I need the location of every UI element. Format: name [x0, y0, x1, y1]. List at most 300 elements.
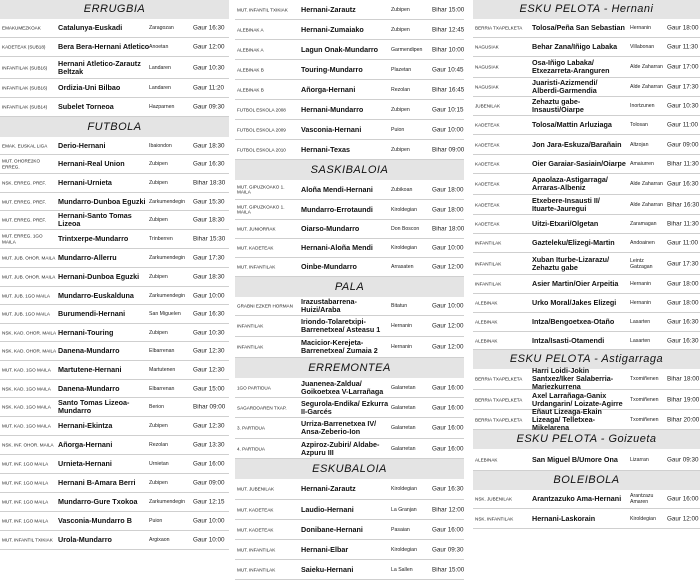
venue-name: Don Boscon — [391, 226, 420, 232]
match-time: Gaur 13:30 — [193, 441, 225, 449]
schedule-row — [235, 418, 464, 439]
venue-name: Kiroldegian — [391, 206, 417, 213]
match-time: Gaur 17:00 — [667, 63, 699, 71]
match-time: Gaur 16:30 — [667, 318, 699, 326]
match-name: Hernani-Touring — [58, 327, 114, 337]
schedule-row — [0, 57, 229, 79]
match-name: Añorga-Hernani — [58, 440, 113, 449]
schedule-row — [473, 116, 700, 135]
match-time: Gaur 12:00 — [432, 322, 464, 330]
category-label: MUT. INFANTIL TXIKIAK — [237, 6, 288, 12]
match-name: Hernani B-Amara Berri — [58, 478, 136, 487]
category-label: INFANTILAK (SUB16) — [2, 64, 48, 70]
match-name: Mundarro-Euskalduna — [58, 290, 134, 300]
schedule-row — [0, 249, 229, 268]
schedule-row — [0, 137, 229, 155]
match-time: Gaur 12:00 — [432, 263, 464, 271]
venue-name: Hernanin — [630, 25, 652, 31]
match-name: Irazustabarrena-Huizi/Araba — [301, 297, 357, 314]
match-name: Hernani-Laskorain — [532, 513, 596, 523]
schedule-row — [0, 474, 229, 493]
venue-name: Rezolan — [149, 442, 169, 448]
category-label: 3. PARTIDUA — [237, 425, 265, 431]
venue-name: Lizarran — [630, 456, 649, 463]
match-time: Gaur 10:00 — [193, 292, 225, 299]
venue-name: La Sallen — [391, 566, 413, 573]
category-label: MUT. ERREG. 1GO MAILA — [2, 233, 43, 244]
venue-name: Landaren — [149, 85, 171, 91]
match-name: Urola-Mundarro — [58, 535, 112, 544]
section-header: BOLEIBOLA — [473, 471, 700, 490]
match-name: Eñaut Lizeaga-Ekain Lizeaga/ Telletxea-Mikelarena — [532, 406, 602, 432]
match-time: Gaur 12:30 — [193, 347, 225, 355]
schedule-row — [473, 215, 700, 234]
category-label: MUT. JUBENILAK — [237, 486, 275, 492]
match-name: Hernani-Ekintza — [58, 421, 113, 430]
schedule-row — [0, 305, 229, 324]
venue-name: Txomiñenen — [630, 396, 659, 403]
schedule-row — [473, 195, 700, 215]
category-label: FUTBOL ESKOLA 2009 — [237, 126, 286, 132]
venue-name: Villabonan — [630, 44, 655, 50]
venue-name: Inortzunen — [630, 103, 655, 109]
schedule-row — [473, 97, 700, 116]
schedule-row — [0, 174, 229, 193]
category-label: BERRIA TXAPELKETA — [475, 416, 523, 422]
category-label: INFANTILAK — [237, 344, 264, 350]
match-time: Gaur 11:20 — [193, 84, 225, 92]
match-time: Gaur 16:30 — [667, 337, 699, 344]
match-time: Gaur 12:30 — [193, 422, 225, 430]
schedule-row — [473, 406, 700, 432]
schedule-row — [0, 38, 229, 57]
match-time: Bihar 15:00 — [432, 6, 465, 13]
match-time: Gaur 16:00 — [667, 495, 699, 503]
match-name: Hernani-Santo Tomas Lizeoa — [58, 211, 132, 228]
venue-name: Lasarten — [630, 337, 651, 344]
category-label: BERRIA TXAPELKETA — [475, 396, 523, 402]
venue-name: Arantzazu Amaren — [630, 493, 654, 505]
category-label: KADETEAK — [475, 201, 500, 207]
category-label: FUTBOL ESKOLA 2008 — [237, 106, 286, 112]
schedule-row — [235, 398, 464, 418]
section-header: PALA — [235, 277, 464, 297]
match-name: Saieku-Hernani — [301, 564, 354, 574]
category-label: ALEBINAK A — [237, 46, 264, 52]
match-time: Gaur 10:00 — [193, 536, 225, 544]
category-label: INFANTILAK — [475, 281, 502, 287]
venue-name: Galarretan — [391, 404, 416, 411]
category-label: INFANTILAK — [475, 260, 502, 266]
section-header: ESKU PELOTA - Hernani — [473, 0, 700, 19]
schedule-row — [235, 40, 464, 60]
category-label: MUT. GIPUZKOAKO 1. MAILA — [237, 184, 285, 195]
venue-name: Alde Zaharran — [630, 84, 663, 90]
category-label: INFANTILAK — [475, 240, 502, 246]
category-label: MUT. KADETEAK — [237, 526, 274, 532]
venue-name: Plazetan — [391, 66, 412, 73]
venue-name: Galarretan — [391, 425, 416, 431]
schedule-row — [235, 180, 464, 200]
category-label: MUT. ERREG. PREF. — [2, 198, 46, 204]
match-time: Gaur 09:00 — [667, 141, 699, 148]
match-name: Macicior-Kerejeta-Barrenetxea/ Zumaia 2 — [301, 338, 378, 355]
category-label: MUT. KADETEAK — [237, 506, 274, 512]
category-label: EMAK. EUSKAL LIGA — [2, 142, 48, 148]
match-name: Hernani-Zarautz — [301, 4, 356, 14]
venue-name: Zarkumendegin — [149, 198, 186, 205]
match-time: Gaur 16:30 — [432, 485, 464, 493]
schedule-row — [0, 531, 229, 550]
category-label: ALEBINAK B — [237, 66, 264, 72]
match-time: Gaur 10:00 — [193, 517, 225, 525]
match-name: Osa-Iñigo Labaka/ Etxezarreta-Aranguren — [532, 58, 610, 75]
venue-name: Zubikoan — [391, 186, 413, 193]
column-right — [473, 0, 700, 529]
venue-name: Martutenen — [149, 367, 176, 373]
match-name: Santo Tomas Lizeoa-Mundarro — [58, 398, 130, 415]
schedule-row — [473, 78, 700, 97]
match-time: Bihar 16:30 — [667, 201, 700, 208]
match-name: Oinbe-Mundarro — [301, 262, 357, 271]
schedule-row — [473, 174, 700, 195]
schedule-row — [473, 332, 700, 350]
match-name: Hernani-Dunboa Eguzki — [58, 272, 140, 281]
venue-name: Zubipen — [391, 146, 410, 153]
category-label: NSK. KAD. 1GO MAILA — [2, 404, 51, 410]
match-name: Axel Larrañaga-Ganix Urdangarin/ Loizate-Agirre — [532, 390, 623, 408]
match-time: Bihar 10:00 — [432, 46, 465, 53]
venue-name: Zubipen — [149, 161, 168, 167]
match-name: Martutene-Hernani — [58, 365, 122, 374]
category-label: INFANTILAK (SUB16) — [2, 85, 48, 91]
category-label: MUT. ERREG. PREF. — [2, 217, 46, 223]
schedule-row — [473, 294, 700, 313]
match-time: Gaur 15:00 — [193, 385, 225, 392]
venue-name: Kiroldegian — [630, 515, 656, 522]
category-label: INFANTILAK — [237, 323, 264, 329]
schedule-row — [473, 490, 700, 509]
match-name: Tolosa/Mattin Arluziaga — [532, 120, 612, 129]
venue-name: La Granjan — [391, 506, 417, 513]
venue-name: Puion — [149, 518, 163, 524]
schedule-row — [235, 337, 464, 358]
category-label: ALEBINAK — [475, 337, 498, 343]
category-label: NAGUSIAK — [475, 84, 499, 90]
category-label: KADETEAK — [475, 221, 500, 227]
match-time: Gaur 10:45 — [432, 66, 464, 73]
schedule-row — [0, 398, 229, 417]
match-time: Gaur 11:30 — [667, 43, 699, 51]
match-name: Tolosa/Peña San Sebastian — [532, 23, 625, 32]
match-name: Hernani-Zumaiako — [301, 24, 364, 34]
schedule-row — [0, 287, 229, 305]
schedule-row — [473, 234, 700, 253]
match-time: Bihar 09:00 — [193, 403, 226, 411]
match-time: Gaur 11:00 — [667, 239, 699, 247]
category-label: NSK. INFANTILAK — [475, 515, 514, 521]
match-name: Azpiroz-Zubiri/ Aldabe-Azpuru III — [301, 439, 380, 457]
match-name: Trintxerpe-Mundarro — [58, 234, 129, 243]
category-label: NSK. KAD. OHOR. MAILA — [2, 348, 57, 354]
match-time: Gaur 16:00 — [432, 424, 464, 432]
match-time: Bihar 15:30 — [193, 235, 226, 243]
match-name: Urko Moral/Jakes Elizegi — [532, 298, 617, 307]
match-name: Xuban Iturbe-Lizarazu/ Zehaztu gabe — [532, 254, 610, 272]
match-name: Subelet Torneoa — [58, 102, 114, 111]
venue-name: Alde Zaharran — [630, 201, 663, 208]
match-name: Behar Zana/Iñigo Labaka — [532, 42, 618, 51]
match-time: Gaur 16:00 — [432, 445, 464, 452]
match-name: Hernani-Mundarro — [301, 104, 364, 114]
category-label: BERRIA TXAPELKETA — [475, 376, 523, 382]
venue-name: Txomiñenen — [630, 376, 659, 382]
category-label: NSK. KAD. 1GO MAILA — [2, 385, 51, 391]
category-label: NSK. INF. OHOR. MAILA — [2, 442, 54, 448]
venue-name: Zubipen — [149, 274, 168, 280]
match-name: Urnieta-Hernani — [58, 459, 112, 468]
venue-name: Alde Zaharran — [630, 181, 663, 187]
category-label: NAGUSIAK — [475, 44, 499, 50]
match-time: Bihar 18:00 — [432, 225, 465, 233]
match-name: Mundarro-Gure Txokoa — [58, 497, 138, 506]
match-name: Juanenea-Zaldua/ Goikoetxea V-Larrañaga — [301, 378, 384, 396]
section-header: SASKIBALOIA — [235, 160, 464, 180]
category-label: GRABNI EZKER HORMAN — [237, 303, 293, 309]
section-header: ESKU PELOTA - Goizueta — [473, 430, 700, 449]
category-label: MUT. JUNIORRAK — [237, 226, 276, 232]
match-name: Hernani-Urnieta — [58, 178, 112, 187]
match-name: Gazteleku/Elizegi-Martin — [532, 238, 615, 247]
schedule-row — [235, 520, 464, 540]
venue-name: Hernanin — [391, 323, 413, 329]
schedule-row — [0, 493, 229, 512]
venue-name: Zubipen — [149, 329, 168, 336]
match-name: Apaolaza-Astigarraga/ Arraras-Albeniz — [532, 175, 608, 192]
match-time: Gaur 10:30 — [667, 102, 699, 110]
match-time: Bihar 18:00 — [667, 375, 700, 383]
match-time: Bihar 16:45 — [432, 86, 465, 93]
match-time: Gaur 18:30 — [193, 273, 225, 281]
column-left — [0, 0, 229, 550]
schedule-row — [235, 0, 464, 20]
schedule-row — [0, 361, 229, 380]
match-name: Donibane-Hernani — [301, 524, 363, 534]
match-time: Bihar 12:00 — [432, 506, 465, 513]
match-time: Bihar 20:00 — [667, 416, 700, 423]
schedule-row — [473, 275, 700, 294]
match-name: Bera Bera-Hernani Atletico — [58, 42, 150, 51]
match-time: Gaur 09:30 — [432, 546, 464, 553]
category-label: MUT. GIPUZKOAKO 1. MAILA — [237, 204, 285, 215]
match-time: Gaur 17:30 — [193, 254, 225, 262]
match-time: Gaur 18:30 — [193, 216, 225, 224]
venue-name: Elbarrenan — [149, 348, 175, 354]
category-label: MUT. KAD. 1GO MAILA — [2, 367, 51, 373]
schedule-row — [235, 20, 464, 40]
match-name: Iriondo-Tolaretxipi-Barrenetxea/ Asteasu 1 — [301, 317, 381, 334]
venue-name: Hernanin — [630, 300, 652, 306]
match-time: Bihar 11:30 — [667, 220, 699, 228]
schedule-row — [235, 316, 464, 337]
venue-name: Zarkumendegin — [149, 292, 186, 299]
match-name: Oiarso-Mundarro — [301, 224, 360, 233]
match-time: Gaur 11:00 — [667, 121, 699, 129]
match-name: Mundarro-Dunboa Eguzki — [58, 196, 146, 206]
category-label: SAGARDOAREN TXAP. — [237, 404, 287, 410]
match-name: Etxebere-Insausti II/ Ituarte-Jauregui — [532, 195, 600, 213]
match-name: Touring-Mundarro — [301, 64, 363, 74]
match-name: Danena-Mundarro — [58, 383, 120, 393]
match-time: Gaur 16:00 — [432, 404, 464, 411]
match-time: Gaur 10:00 — [432, 126, 464, 133]
match-name: Intza/Isasti-Otamendi — [532, 335, 605, 345]
schedule-row — [235, 378, 464, 398]
schedule-row — [235, 220, 464, 239]
schedule-row — [0, 230, 229, 249]
category-label: MUT. INFANTILAK — [237, 546, 276, 552]
schedule-row — [235, 140, 464, 160]
schedule-row — [0, 98, 229, 117]
match-time: Gaur 16:00 — [432, 384, 464, 391]
match-time: Gaur 18:00 — [667, 280, 699, 288]
venue-name: Urnietan — [149, 461, 169, 467]
category-label: MUT. KADETEAK — [237, 245, 274, 251]
schedule-row — [0, 324, 229, 342]
venue-name: Kiroldegian — [391, 486, 417, 492]
match-name: Hernani-Elbar — [301, 544, 349, 554]
venue-name: Zubipen — [149, 480, 168, 486]
match-time: Bihar 19:00 — [667, 396, 700, 403]
category-label: MUT. INFANTIL TXIKIAK — [2, 537, 53, 543]
venue-name: Zubipen — [391, 106, 410, 113]
category-label: EMAKUMEZKOAK — [2, 25, 41, 31]
match-time: Gaur 18:00 — [432, 186, 464, 193]
venue-name: Hazparnen — [149, 104, 175, 110]
match-name: Oier Garaiar-Sasiain/Oiarpe — [532, 159, 626, 168]
schedule-row — [473, 155, 700, 174]
venue-name: Trinberren — [149, 236, 173, 242]
schedule-row — [235, 540, 464, 560]
schedule-row — [0, 417, 229, 436]
match-time: Gaur 18:00 — [432, 206, 464, 213]
match-name: Hernani-Real Union — [58, 159, 125, 168]
match-name: Vasconia-Mundarro B — [58, 516, 132, 525]
venue-name: Kiroldegian — [391, 245, 417, 251]
match-name: Segurola-Endika/ Ezkurra II-Garcés — [301, 398, 389, 416]
match-name: Mundarro-Allerru — [58, 253, 117, 262]
match-time: Bihar 18:30 — [193, 179, 226, 187]
schedule-row — [0, 380, 229, 398]
venue-name: Zubipen — [391, 6, 410, 13]
category-label: MUT. INFANTILAK — [237, 264, 276, 270]
category-label: KADETEAK — [475, 181, 500, 187]
match-time: Gaur 09:30 — [667, 456, 699, 463]
match-time: Gaur 17:30 — [667, 260, 699, 267]
schedule-row — [473, 449, 700, 471]
match-time: Gaur 12:00 — [193, 43, 225, 51]
match-time: Gaur 10:30 — [193, 329, 225, 336]
match-time: Gaur 17:30 — [667, 83, 699, 91]
section-header: ERREMONTEA — [235, 358, 464, 378]
category-label: 1GO PARTIDUA — [237, 384, 271, 390]
venue-name: Alde Zaharran — [630, 64, 663, 70]
match-name: Lagun Onak-Mundarro — [301, 44, 379, 54]
venue-name: Zaramagan — [630, 221, 657, 227]
schedule-row — [0, 512, 229, 531]
category-label: MUT. JUB. 1GO MAILA — [2, 292, 50, 298]
venue-name: Hernanin — [630, 281, 652, 287]
venue-name: Argixaon — [149, 537, 170, 543]
venue-name: Zubipen — [149, 180, 168, 186]
venue-name: Ibaiondon — [149, 142, 172, 149]
schedule-row — [473, 509, 700, 529]
schedule-row — [0, 342, 229, 361]
venue-name: Arrasaten — [391, 264, 414, 270]
venue-name: Zubipen — [149, 217, 168, 223]
venue-name: Txomiñenen — [630, 416, 659, 423]
column-middle — [235, 0, 464, 580]
venue-name: Anoetan — [149, 44, 169, 50]
match-time: Gaur 12:00 — [667, 515, 699, 522]
match-name: Juaristi-Azizmendi/ Alberdi-Garmendia — [532, 78, 598, 95]
schedule-row — [235, 239, 464, 258]
match-time: Gaur 12:00 — [432, 343, 464, 351]
schedule-row — [235, 120, 464, 140]
category-label: NAGUSIAK — [475, 64, 499, 70]
schedule-row — [473, 366, 700, 391]
match-time: Gaur 16:30 — [667, 180, 699, 188]
match-name: Hernani Atletico-Zarautz Beltzak — [58, 58, 141, 76]
category-label: NSK. KAD. OHOR. MAILA — [2, 329, 57, 335]
section-header: FUTBOLA — [0, 117, 229, 137]
match-time: Gaur 12:15 — [193, 498, 225, 506]
match-time: Gaur 09:30 — [193, 103, 225, 111]
venue-name: Berion — [149, 404, 164, 410]
match-name: Hernani-Zarautz — [301, 484, 356, 493]
schedule-row — [0, 211, 229, 230]
venue-name: Kiroldegian — [391, 546, 417, 553]
schedule-row — [235, 560, 464, 580]
match-time: Gaur 09:00 — [193, 479, 225, 487]
match-name: Aloña Mendi-Hernani — [301, 184, 373, 194]
match-name: Harri Loidi-Jokin Santxez/Iker Salaberria-Mariezkurrena — [532, 366, 614, 391]
match-time: Gaur 16:30 — [193, 310, 225, 318]
category-label: MUT. OHORE2KO ERREG. — [2, 158, 41, 169]
venue-name: Galarretan — [391, 445, 416, 452]
match-name: Jon Jara-Eskuza/Barañain — [532, 139, 622, 149]
schedule-row — [0, 455, 229, 474]
venue-name: Tolosan — [630, 122, 648, 128]
category-label: NSK. ERREG. PREF. — [2, 180, 46, 186]
category-label: MUT. JUB. OHOR. MAILA — [2, 255, 56, 261]
match-name: Derio-Hernani — [58, 140, 106, 150]
venue-name: Amaiurren — [630, 161, 654, 167]
schedule-row — [0, 268, 229, 287]
match-name: Zehaztu gabe-Insausti/Oiarpe — [532, 97, 584, 114]
section-header: ESKUBALOIA — [235, 459, 464, 479]
match-name: Urriza-Barrenetxea IV/ Ansa-Zeberio-Ion — [301, 419, 377, 436]
venue-name: Zaragozan — [149, 25, 174, 31]
category-label: MUT. INF. 1GO MAILA — [2, 461, 49, 467]
match-time: Gaur 18:00 — [667, 299, 699, 307]
match-time: Gaur 16:30 — [193, 24, 225, 32]
schedule-row — [235, 297, 464, 316]
match-time: Gaur 16:00 — [193, 460, 225, 468]
category-label: MUT. INF. 1GO MAILA — [2, 499, 49, 505]
venue-name: Altzojan — [630, 141, 649, 148]
category-label: ALEBINAK A — [237, 26, 264, 32]
